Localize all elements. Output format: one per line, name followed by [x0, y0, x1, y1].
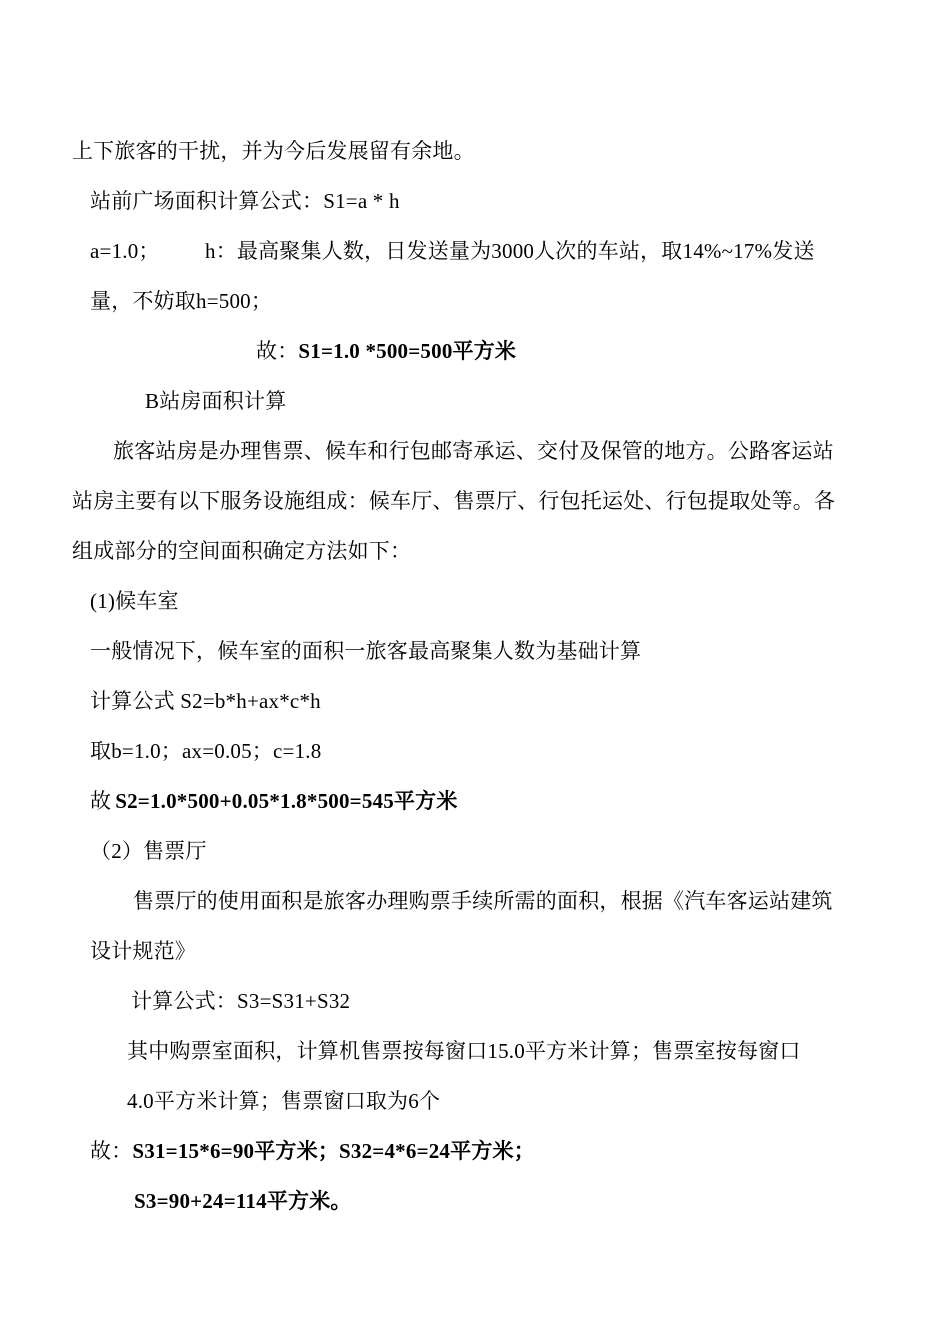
formula-bold: S2=1.0*500+0.05*1.8*500=545平方米	[115, 789, 458, 813]
text: a=1.0；	[90, 239, 160, 263]
text-line-13	[90, 737, 321, 765]
text-line-21	[90, 1137, 535, 1165]
text: 计算公式：S3=S31+S32	[131, 989, 351, 1013]
text-line-17	[90, 937, 196, 965]
text: h：最高聚集人数，日发送量为3000人次的车站，取14%~17%发送	[205, 239, 815, 263]
section-heading-b	[145, 387, 286, 415]
text-line-18	[131, 987, 350, 1015]
text: B站房面积计算	[145, 389, 287, 413]
text: 故	[90, 789, 112, 813]
text: 故：	[90, 1139, 133, 1163]
text: 取b=1.0；ax=0.05；c=1.8	[90, 739, 322, 763]
text-line-8	[72, 487, 835, 515]
text-line-4	[90, 287, 272, 315]
text-line-2	[90, 187, 400, 215]
text: 计算公式 S2=b*h+ax*c*h	[90, 689, 321, 713]
text: 旅客站房是办理售票、候车和行包邮寄承运、交付及保管的地方。公路客运站	[113, 439, 834, 463]
subheading-waiting-room	[90, 587, 179, 615]
text-line-5	[256, 337, 516, 365]
text: 一般情况下，候车室的面积一旅客最高聚集人数为基础计算	[90, 639, 642, 663]
text: 上下旅客的干扰，并为今后发展留有余地。	[72, 139, 475, 163]
text-line-11	[90, 637, 641, 665]
text-line-3a	[90, 237, 160, 265]
text: (1)候车室	[90, 589, 179, 613]
text-line-22	[134, 1187, 352, 1215]
text: 站前广场面积计算公式：S1=a * h	[90, 189, 400, 213]
formula-bold: S1=1.0 *500=500平方米	[298, 339, 517, 363]
text-line-19	[127, 1037, 801, 1065]
subheading-ticket-hall	[90, 837, 207, 865]
text: 站房主要有以下服务设施组成：候车厅、售票厅、行包托运处、行包提取处等。各	[72, 489, 836, 513]
text-line-12	[90, 687, 321, 715]
text-line-7	[113, 437, 834, 465]
text: 售票厅的使用面积是旅客办理购票手续所需的面积，根据《汽车客运站建筑	[133, 889, 833, 913]
text: 组成部分的空间面积确定方法如下：	[72, 539, 412, 563]
text-line-16	[133, 887, 833, 915]
text: 量，不妨取h=500；	[90, 289, 273, 313]
text: （2）售票厅	[90, 839, 207, 863]
text-line-20	[127, 1087, 440, 1115]
text: 故：	[256, 339, 299, 363]
formula-bold: S31=15*6=90平方米；S32=4*6=24平方米；	[132, 1139, 535, 1163]
text-line-14	[90, 787, 458, 815]
text: 其中购票室面积，计算机售票按每窗口15.0平方米计算；售票室按每窗口	[127, 1039, 801, 1063]
text-line-9	[72, 537, 411, 565]
formula-bold: S3=90+24=114平方米。	[134, 1189, 352, 1213]
text: 4.0平方米计算；售票窗口取为6个	[127, 1089, 441, 1113]
text: 设计规范》	[90, 939, 196, 963]
text-line-3b	[205, 237, 815, 265]
text-line-1	[72, 137, 475, 165]
